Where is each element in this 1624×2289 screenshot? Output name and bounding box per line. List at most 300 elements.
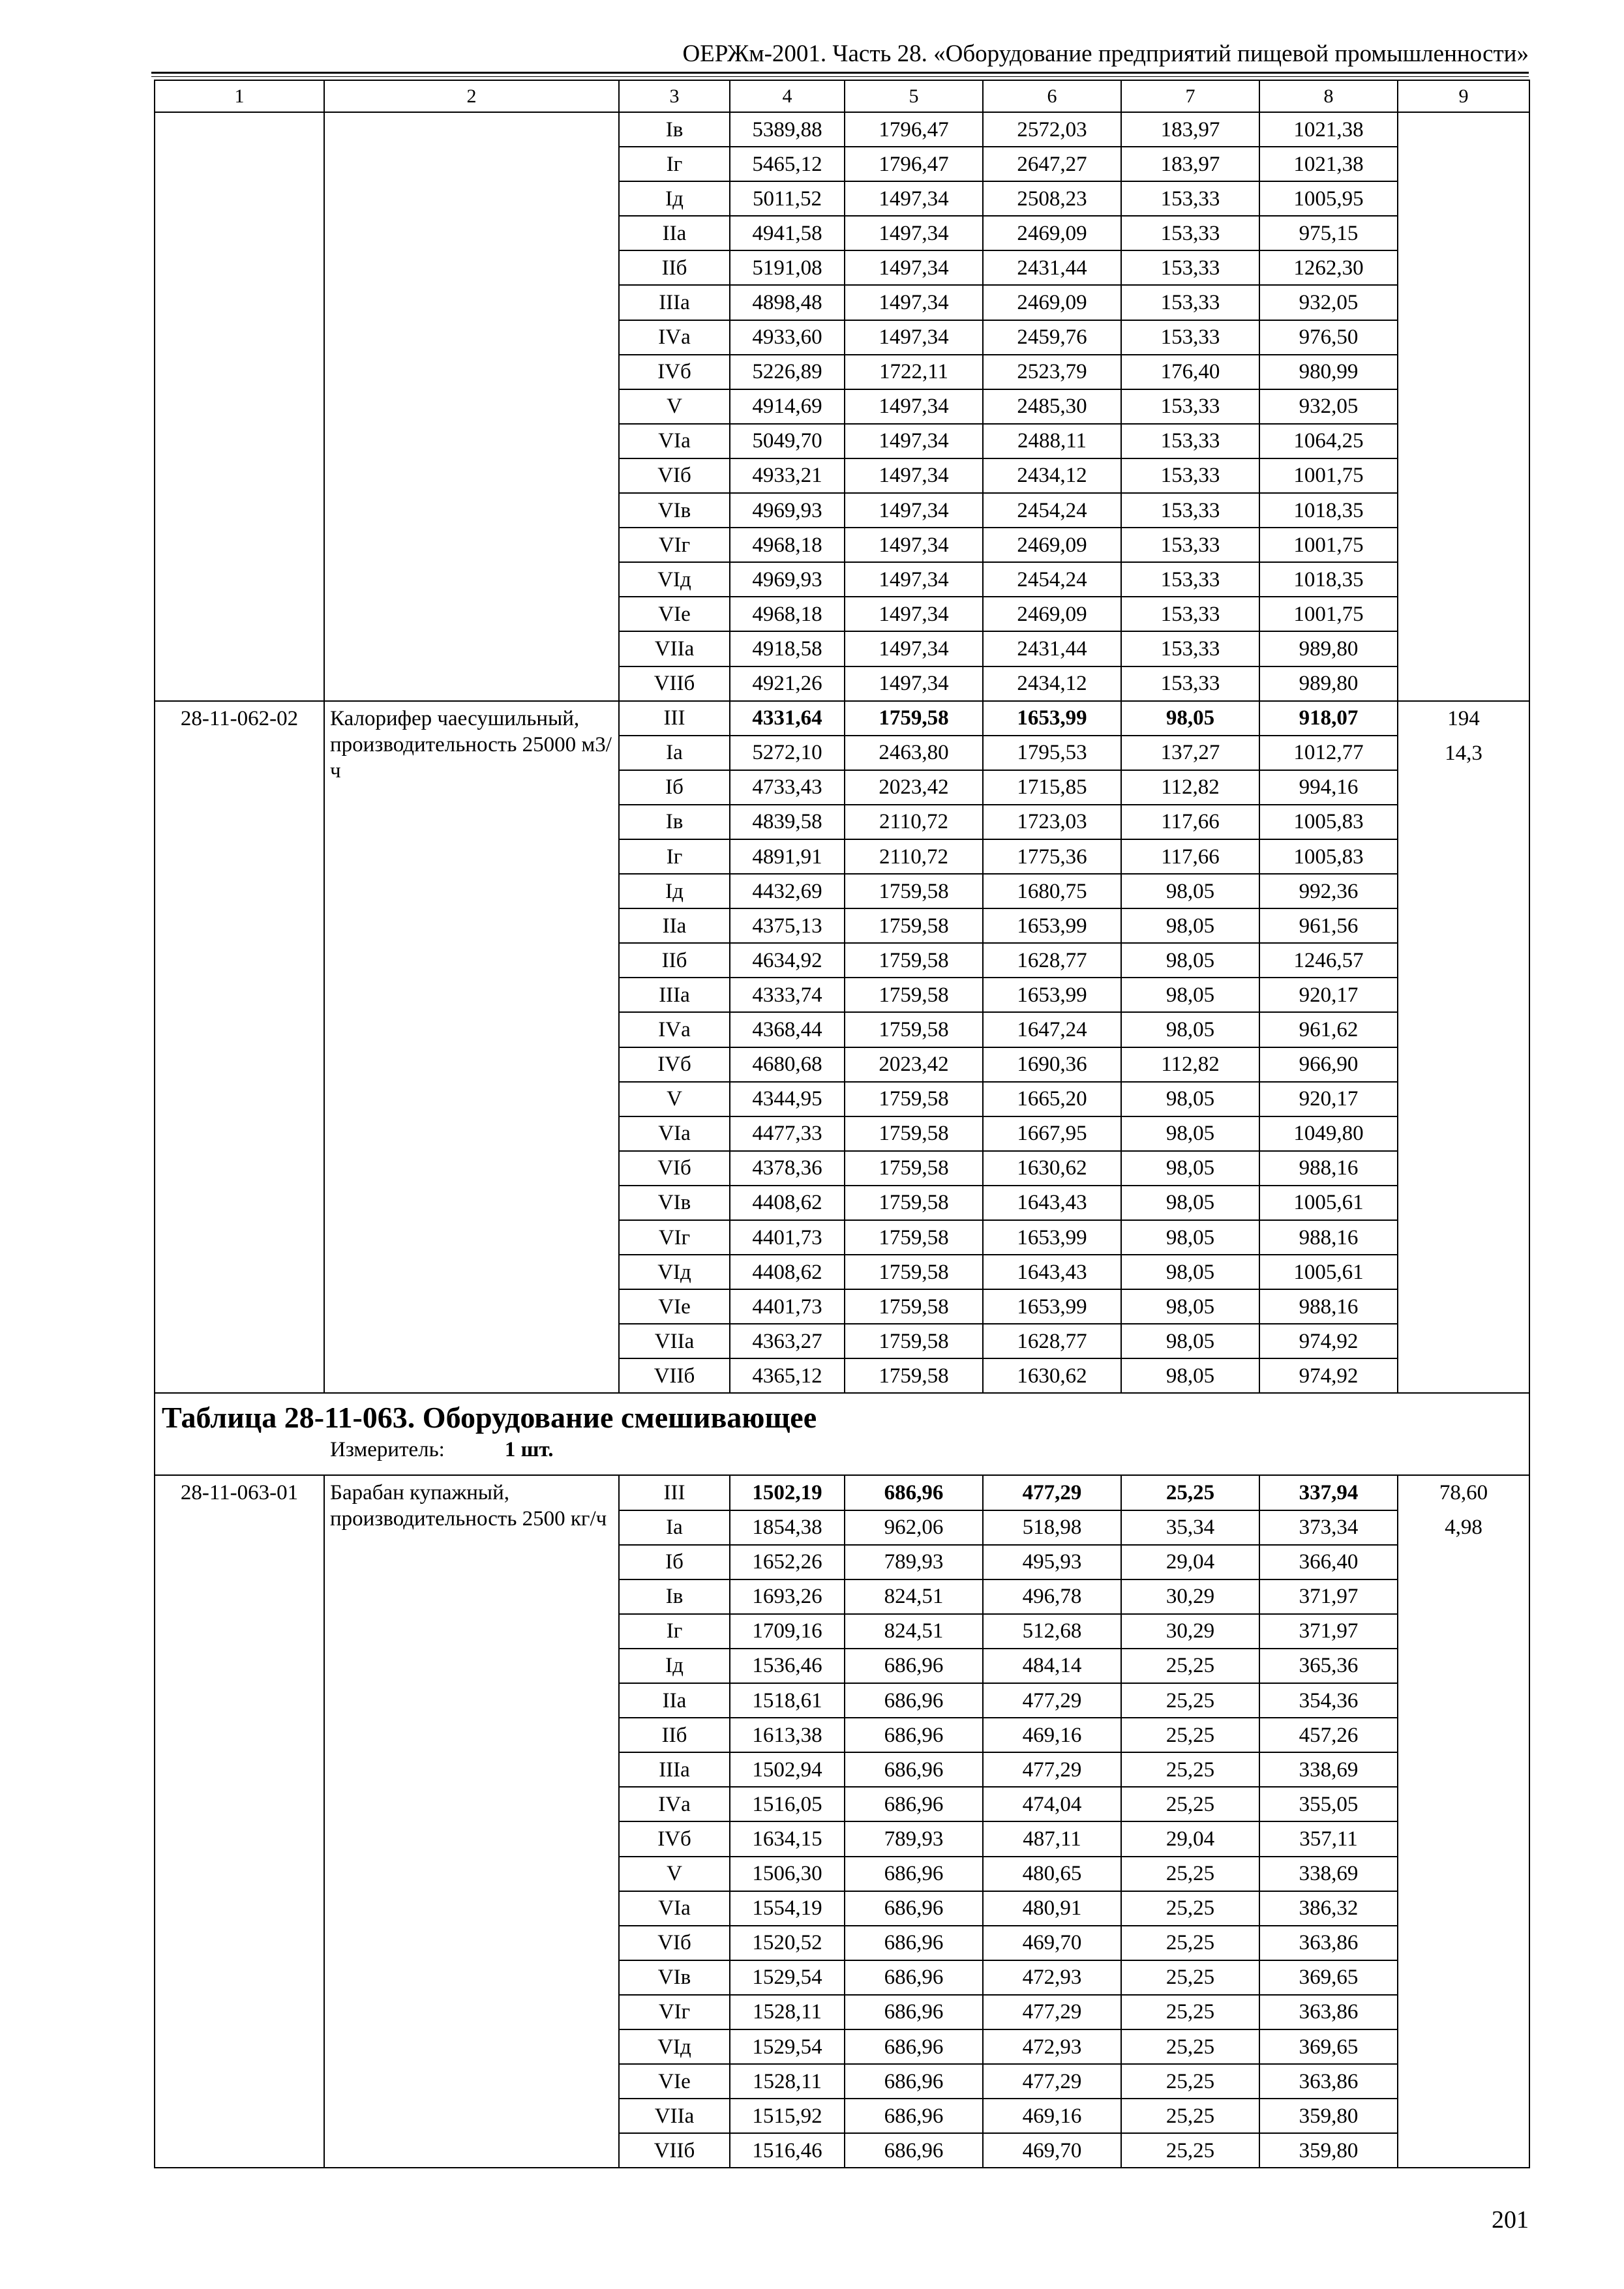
value-cell: 495,93 <box>983 1545 1121 1579</box>
value-cell: 966,90 <box>1259 1047 1398 1082</box>
value-cell: 1715,85 <box>983 770 1121 805</box>
value-cell: 1497,34 <box>845 389 983 424</box>
zone-cell: IVб <box>619 1047 730 1082</box>
value-cell: 1005,83 <box>1259 839 1398 874</box>
table-section-cell <box>155 1393 1529 1475</box>
value-cell: 1529,54 <box>730 1960 845 1995</box>
value-cell: 487,11 <box>983 1821 1121 1856</box>
value-cell: 2485,30 <box>983 389 1121 424</box>
value-cell: 1497,34 <box>845 424 983 458</box>
zone-cell: VIд <box>619 562 730 597</box>
value-cell: 469,70 <box>983 1926 1121 1960</box>
zone-cell: VIIб <box>619 1358 730 1393</box>
value-cell: 2469,09 <box>983 597 1121 631</box>
value-cell: 686,96 <box>845 1649 983 1683</box>
value-cell: 1497,34 <box>845 250 983 285</box>
value-cell: 2110,72 <box>845 839 983 874</box>
header-rule-thin <box>151 76 1529 77</box>
col9-cell <box>1398 701 1529 1394</box>
zone-cell: Iа <box>619 736 730 770</box>
value-cell: 961,56 <box>1259 908 1398 943</box>
value-cell: 518,98 <box>983 1510 1121 1545</box>
value-cell: 1759,58 <box>845 1186 983 1220</box>
value-cell: 153,33 <box>1121 493 1259 528</box>
value-cell: 2463,80 <box>845 736 983 770</box>
zone-cell: VIе <box>619 2064 730 2099</box>
value-cell: 4408,62 <box>730 1186 845 1220</box>
value-cell: 25,25 <box>1121 2133 1259 2168</box>
value-cell: 920,17 <box>1259 1082 1398 1116</box>
value-cell: 2469,09 <box>983 216 1121 250</box>
zone-cell: IIб <box>619 250 730 285</box>
value-cell: 477,29 <box>983 1752 1121 1787</box>
value-cell: 824,51 <box>845 1579 983 1614</box>
zone-cell: IIа <box>619 1683 730 1718</box>
value-cell: 1554,19 <box>730 1891 845 1926</box>
value-cell: 153,33 <box>1121 424 1259 458</box>
value-cell: 4477,33 <box>730 1116 845 1151</box>
value-cell: 363,86 <box>1259 1995 1398 2029</box>
value-cell: 686,96 <box>845 1995 983 2029</box>
value-cell: 98,05 <box>1121 701 1259 736</box>
value-cell: 1628,77 <box>983 943 1121 978</box>
value-cell: 2431,44 <box>983 250 1121 285</box>
zone-cell: VIб <box>619 1151 730 1186</box>
zone-cell: Iд <box>619 1649 730 1683</box>
value-cell: 1759,58 <box>845 908 983 943</box>
zone-cell: VIIб <box>619 2133 730 2168</box>
value-cell: 686,96 <box>845 1718 983 1752</box>
value-cell: 4933,60 <box>730 320 845 355</box>
column-number-cell: 7 <box>1121 80 1259 112</box>
value-cell: 4839,58 <box>730 805 845 839</box>
col9-value: 78,60 <box>1439 1481 1488 1505</box>
value-cell: 25,25 <box>1121 2029 1259 2064</box>
value-cell: 686,96 <box>845 1475 983 1510</box>
value-cell: 153,33 <box>1121 528 1259 562</box>
value-cell: 153,33 <box>1121 389 1259 424</box>
value-cell: 153,33 <box>1121 562 1259 597</box>
value-cell: 1759,58 <box>845 1324 983 1358</box>
zone-cell: VIг <box>619 528 730 562</box>
value-cell: 1759,58 <box>845 1255 983 1289</box>
value-cell: 1005,61 <box>1259 1255 1398 1289</box>
value-cell: 686,96 <box>845 1891 983 1926</box>
value-cell: 30,29 <box>1121 1579 1259 1614</box>
zone-cell: VIе <box>619 1289 730 1324</box>
zone-cell: IVа <box>619 1012 730 1047</box>
value-cell: 1722,11 <box>845 355 983 389</box>
value-cell: 5226,89 <box>730 355 845 389</box>
value-cell: 686,96 <box>845 1752 983 1787</box>
norm-name-cell: Калорифер чаесушильный, производительность 25000 м3/ч <box>324 701 619 1394</box>
value-cell: 1497,34 <box>845 493 983 528</box>
value-cell: 686,96 <box>845 2064 983 2099</box>
zone-cell: V <box>619 1857 730 1891</box>
value-cell: 2023,42 <box>845 770 983 805</box>
value-cell: 2469,09 <box>983 285 1121 320</box>
value-cell: 1018,35 <box>1259 562 1398 597</box>
value-cell: 2023,42 <box>845 1047 983 1082</box>
value-cell: 1049,80 <box>1259 1116 1398 1151</box>
col9-cell <box>1398 112 1529 701</box>
running-header: ОЕРЖм-2001. Часть 28. «Оборудование предприятий пищевой промышленности» <box>682 40 1529 67</box>
value-cell: 25,25 <box>1121 1926 1259 1960</box>
value-cell: 1680,75 <box>983 874 1121 908</box>
value-cell: 4968,18 <box>730 528 845 562</box>
zone-cell: IIа <box>619 908 730 943</box>
zone-cell: Iд <box>619 181 730 216</box>
value-cell: 1497,34 <box>845 631 983 666</box>
value-cell: 1796,47 <box>845 147 983 181</box>
value-cell: 35,34 <box>1121 1510 1259 1545</box>
zone-cell: III <box>619 1475 730 1510</box>
value-cell: 4898,48 <box>730 285 845 320</box>
value-cell: 1497,34 <box>845 666 983 701</box>
value-cell: 4941,58 <box>730 216 845 250</box>
value-cell: 496,78 <box>983 1579 1121 1614</box>
value-cell: 98,05 <box>1121 1324 1259 1358</box>
zone-cell: VIа <box>619 1116 730 1151</box>
column-number-cell: 3 <box>619 80 730 112</box>
value-cell: 988,16 <box>1259 1289 1398 1324</box>
col9-value: 4,98 <box>1445 1516 1482 1540</box>
value-cell: 1497,34 <box>845 597 983 631</box>
value-cell: 4408,62 <box>730 1255 845 1289</box>
value-cell: 1497,34 <box>845 181 983 216</box>
value-cell: 4634,92 <box>730 943 845 978</box>
value-cell: 1643,43 <box>983 1186 1121 1220</box>
value-cell: 153,33 <box>1121 320 1259 355</box>
value-cell: 1652,26 <box>730 1545 845 1579</box>
col9-value: 194 <box>1447 706 1480 730</box>
value-cell: 1497,34 <box>845 458 983 493</box>
value-cell: 2454,24 <box>983 493 1121 528</box>
value-cell: 474,04 <box>983 1787 1121 1821</box>
col9-value: 14,3 <box>1445 741 1482 765</box>
value-cell: 5272,10 <box>730 736 845 770</box>
value-cell: 992,36 <box>1259 874 1398 908</box>
value-cell: 153,33 <box>1121 250 1259 285</box>
value-cell: 4921,26 <box>730 666 845 701</box>
value-cell: 686,96 <box>845 1857 983 1891</box>
value-cell: 25,25 <box>1121 2099 1259 2133</box>
value-cell: 25,25 <box>1121 1787 1259 1821</box>
value-cell: 30,29 <box>1121 1614 1259 1649</box>
column-number-cell: 4 <box>730 80 845 112</box>
value-cell: 1643,43 <box>983 1255 1121 1289</box>
value-cell: 2508,23 <box>983 181 1121 216</box>
col9-cell <box>1398 1475 1529 2168</box>
value-cell: 1775,36 <box>983 839 1121 874</box>
value-cell: 477,29 <box>983 1683 1121 1718</box>
value-cell: 1653,99 <box>983 1220 1121 1255</box>
value-cell: 1693,26 <box>730 1579 845 1614</box>
value-cell: 2431,44 <box>983 631 1121 666</box>
value-cell: 137,27 <box>1121 736 1259 770</box>
zone-cell: VIIа <box>619 2099 730 2133</box>
value-cell: 1005,95 <box>1259 181 1398 216</box>
value-cell: 1653,99 <box>983 978 1121 1012</box>
value-cell: 25,25 <box>1121 1718 1259 1752</box>
zone-cell: VIд <box>619 1255 730 1289</box>
value-cell: 98,05 <box>1121 1220 1259 1255</box>
zone-cell: Iб <box>619 1545 730 1579</box>
value-cell: 1854,38 <box>730 1510 845 1545</box>
value-cell: 988,16 <box>1259 1220 1398 1255</box>
value-cell: 4918,58 <box>730 631 845 666</box>
zone-cell: IIIа <box>619 285 730 320</box>
value-cell: 1518,61 <box>730 1683 845 1718</box>
zone-cell: IIIа <box>619 978 730 1012</box>
header-rule <box>151 72 1529 74</box>
zone-cell: IIб <box>619 1718 730 1752</box>
value-cell: 686,96 <box>845 1960 983 1995</box>
value-cell: 363,86 <box>1259 2064 1398 2099</box>
value-cell: 480,65 <box>983 1857 1121 1891</box>
value-cell: 994,16 <box>1259 770 1398 805</box>
value-cell: 25,25 <box>1121 1995 1259 2029</box>
table-row <box>155 112 1529 147</box>
column-number-cell: 1 <box>155 80 324 112</box>
value-cell: 469,16 <box>983 1718 1121 1752</box>
value-cell: 1528,11 <box>730 1995 845 2029</box>
table-section-row <box>155 1393 1529 1475</box>
value-cell: 472,93 <box>983 1960 1121 1995</box>
value-cell: 153,33 <box>1121 285 1259 320</box>
value-cell: 4969,93 <box>730 562 845 597</box>
value-cell: 1759,58 <box>845 1012 983 1047</box>
value-cell: 1497,34 <box>845 320 983 355</box>
value-cell: 1647,24 <box>983 1012 1121 1047</box>
zone-cell: V <box>619 389 730 424</box>
value-cell: 4933,21 <box>730 458 845 493</box>
norm-name-cell <box>324 112 619 701</box>
value-cell: 989,80 <box>1259 631 1398 666</box>
value-cell: 1759,58 <box>845 1220 983 1255</box>
value-cell: 112,82 <box>1121 1047 1259 1082</box>
value-cell: 98,05 <box>1121 1255 1259 1289</box>
value-cell: 338,69 <box>1259 1752 1398 1787</box>
zone-cell: Iд <box>619 874 730 908</box>
value-cell: 4375,13 <box>730 908 845 943</box>
value-cell: 1005,83 <box>1259 805 1398 839</box>
norms-table <box>154 80 1530 2168</box>
value-cell: 369,65 <box>1259 1960 1398 1995</box>
zone-cell: VIIа <box>619 631 730 666</box>
value-cell: 1528,11 <box>730 2064 845 2099</box>
value-cell: 918,07 <box>1259 701 1398 736</box>
value-cell: 373,34 <box>1259 1510 1398 1545</box>
value-cell: 4331,64 <box>730 701 845 736</box>
value-cell: 974,92 <box>1259 1324 1398 1358</box>
value-cell: 686,96 <box>845 2133 983 2168</box>
zone-cell: VIб <box>619 458 730 493</box>
value-cell: 1759,58 <box>845 1082 983 1116</box>
value-cell: 975,15 <box>1259 216 1398 250</box>
value-cell: 1759,58 <box>845 1151 983 1186</box>
value-cell: 4378,36 <box>730 1151 845 1186</box>
zone-cell: VIд <box>619 2029 730 2064</box>
value-cell: 686,96 <box>845 2099 983 2133</box>
zone-cell: Iг <box>619 839 730 874</box>
value-cell: 974,92 <box>1259 1358 1398 1393</box>
value-cell: 386,32 <box>1259 1891 1398 1926</box>
value-cell: 4365,12 <box>730 1358 845 1393</box>
value-cell: 1653,99 <box>983 701 1121 736</box>
value-cell: 29,04 <box>1121 1821 1259 1856</box>
value-cell: 686,96 <box>845 2029 983 2064</box>
zone-cell: IIа <box>619 216 730 250</box>
value-cell: 1497,34 <box>845 528 983 562</box>
norm-code-cell <box>155 112 324 701</box>
value-cell: 98,05 <box>1121 943 1259 978</box>
zone-cell: Iг <box>619 147 730 181</box>
zone-cell: IVб <box>619 355 730 389</box>
value-cell: 1759,58 <box>845 943 983 978</box>
value-cell: 789,93 <box>845 1545 983 1579</box>
value-cell: 98,05 <box>1121 1151 1259 1186</box>
value-cell: 25,25 <box>1121 2064 1259 2099</box>
value-cell: 117,66 <box>1121 839 1259 874</box>
value-cell: 176,40 <box>1121 355 1259 389</box>
value-cell: 1665,20 <box>983 1082 1121 1116</box>
value-cell: 1502,19 <box>730 1475 845 1510</box>
value-cell: 1723,03 <box>983 805 1121 839</box>
value-cell: 2459,76 <box>983 320 1121 355</box>
value-cell: 1759,58 <box>845 1358 983 1393</box>
value-cell: 25,25 <box>1121 1891 1259 1926</box>
page-number: 201 <box>1492 2206 1529 2234</box>
value-cell: 686,96 <box>845 1683 983 1718</box>
value-cell: 961,62 <box>1259 1012 1398 1047</box>
value-cell: 4891,91 <box>730 839 845 874</box>
value-cell: 183,97 <box>1121 147 1259 181</box>
value-cell: 153,33 <box>1121 458 1259 493</box>
value-cell: 1613,38 <box>730 1718 845 1752</box>
value-cell: 1759,58 <box>845 1116 983 1151</box>
value-cell: 2469,09 <box>983 528 1121 562</box>
value-cell: 359,80 <box>1259 2133 1398 2168</box>
value-cell: 2110,72 <box>845 805 983 839</box>
value-cell: 1012,77 <box>1259 736 1398 770</box>
value-cell: 365,36 <box>1259 1649 1398 1683</box>
value-cell: 338,69 <box>1259 1857 1398 1891</box>
value-cell: 469,16 <box>983 2099 1121 2133</box>
value-cell: 25,25 <box>1121 1649 1259 1683</box>
value-cell: 1497,34 <box>845 285 983 320</box>
value-cell: 5191,08 <box>730 250 845 285</box>
zone-cell: VIб <box>619 1926 730 1960</box>
value-cell: 25,25 <box>1121 1683 1259 1718</box>
value-cell: 477,29 <box>983 1995 1121 2029</box>
zone-cell: Iв <box>619 112 730 147</box>
value-cell: 1497,34 <box>845 216 983 250</box>
value-cell: 366,40 <box>1259 1545 1398 1579</box>
value-cell: 1001,75 <box>1259 458 1398 493</box>
value-cell: 4969,93 <box>730 493 845 528</box>
value-cell: 4914,69 <box>730 389 845 424</box>
value-cell: 1630,62 <box>983 1358 1121 1393</box>
value-cell: 363,86 <box>1259 1926 1398 1960</box>
value-cell: 112,82 <box>1121 770 1259 805</box>
norm-name-cell: Барабан купажный, производительность 2500 кг/ч <box>324 1475 619 2168</box>
value-cell: 1246,57 <box>1259 943 1398 978</box>
value-cell: 4363,27 <box>730 1324 845 1358</box>
value-cell: 5389,88 <box>730 112 845 147</box>
value-cell: 1667,95 <box>983 1116 1121 1151</box>
zone-cell: Iв <box>619 1579 730 1614</box>
value-cell: 989,80 <box>1259 666 1398 701</box>
value-cell: 1653,99 <box>983 908 1121 943</box>
value-cell: 98,05 <box>1121 1358 1259 1393</box>
value-cell: 469,70 <box>983 2133 1121 2168</box>
value-cell: 472,93 <box>983 2029 1121 2064</box>
value-cell: 359,80 <box>1259 2099 1398 2133</box>
value-cell: 976,50 <box>1259 320 1398 355</box>
value-cell: 4733,43 <box>730 770 845 805</box>
zone-cell: Iб <box>619 770 730 805</box>
value-cell: 512,68 <box>983 1614 1121 1649</box>
zone-cell: VIIб <box>619 666 730 701</box>
value-cell: 153,33 <box>1121 666 1259 701</box>
value-cell: 1262,30 <box>1259 250 1398 285</box>
value-cell: 686,96 <box>845 1787 983 1821</box>
value-cell: 1001,75 <box>1259 528 1398 562</box>
value-cell: 98,05 <box>1121 874 1259 908</box>
value-cell: 988,16 <box>1259 1151 1398 1186</box>
value-cell: 1796,47 <box>845 112 983 147</box>
value-cell: 932,05 <box>1259 285 1398 320</box>
value-cell: 2647,27 <box>983 147 1121 181</box>
zone-cell: VIв <box>619 493 730 528</box>
value-cell: 1515,92 <box>730 2099 845 2133</box>
value-cell: 5465,12 <box>730 147 845 181</box>
zone-cell: VIг <box>619 1220 730 1255</box>
zone-cell: IIIа <box>619 1752 730 1787</box>
value-cell: 354,36 <box>1259 1683 1398 1718</box>
zone-cell: VIв <box>619 1186 730 1220</box>
value-cell: 98,05 <box>1121 1082 1259 1116</box>
value-cell: 1653,99 <box>983 1289 1121 1324</box>
value-cell: 2434,12 <box>983 458 1121 493</box>
value-cell: 4368,44 <box>730 1012 845 1047</box>
value-cell: 1520,52 <box>730 1926 845 1960</box>
zone-cell: VIа <box>619 1891 730 1926</box>
zone-cell: Iв <box>619 805 730 839</box>
value-cell: 153,33 <box>1121 216 1259 250</box>
value-cell: 484,14 <box>983 1649 1121 1683</box>
value-cell: 2572,03 <box>983 112 1121 147</box>
value-cell: 153,33 <box>1121 597 1259 631</box>
value-cell: 1690,36 <box>983 1047 1121 1082</box>
column-number-cell: 6 <box>983 80 1121 112</box>
value-cell: 25,25 <box>1121 1960 1259 1995</box>
value-cell: 1759,58 <box>845 1289 983 1324</box>
value-cell: 1759,58 <box>845 874 983 908</box>
value-cell: 1506,30 <box>730 1857 845 1891</box>
value-cell: 686,96 <box>845 1926 983 1960</box>
value-cell: 4401,73 <box>730 1289 845 1324</box>
value-cell: 1529,54 <box>730 2029 845 2064</box>
value-cell: 98,05 <box>1121 1012 1259 1047</box>
zone-cell: VIе <box>619 597 730 631</box>
value-cell: 4680,68 <box>730 1047 845 1082</box>
value-cell: 1516,05 <box>730 1787 845 1821</box>
value-cell: 920,17 <box>1259 978 1398 1012</box>
value-cell: 1759,58 <box>845 978 983 1012</box>
value-cell: 371,97 <box>1259 1579 1398 1614</box>
